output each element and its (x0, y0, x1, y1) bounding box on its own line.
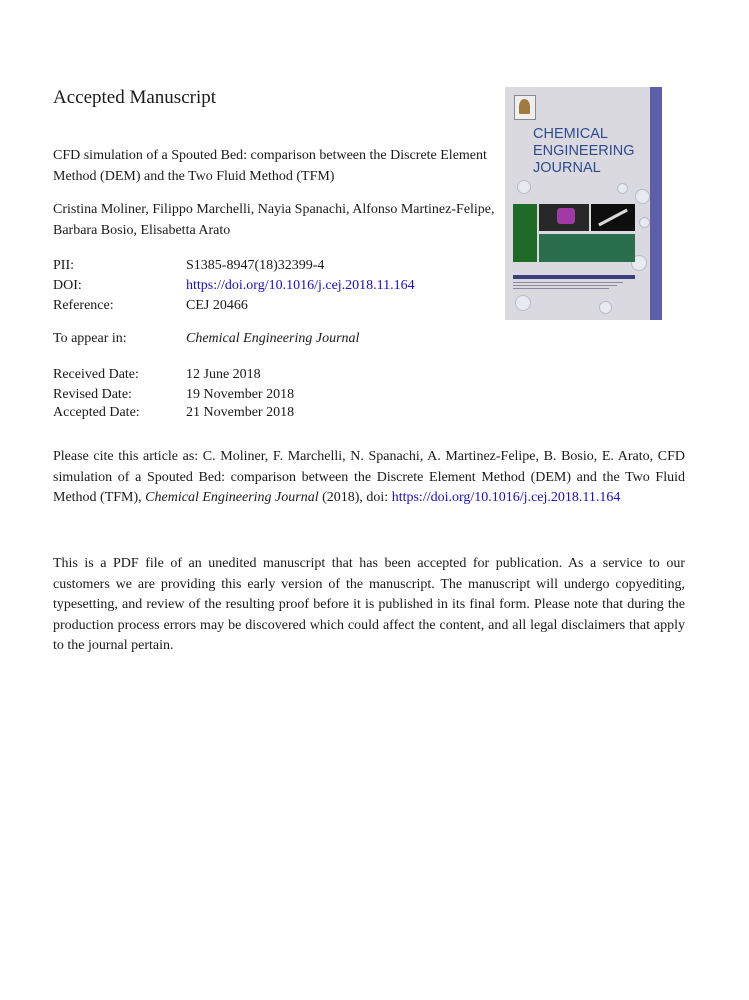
received-date: 12 June 2018 (186, 367, 261, 382)
citation-paragraph (53, 447, 685, 509)
cover-text-line (513, 285, 617, 286)
cover-text-line (513, 282, 623, 283)
accepted-label: Accepted Date: (53, 405, 140, 420)
citation-doi-link[interactable]: https://doi.org/10.1016/j.cej.2018.11.164 (391, 490, 621, 505)
pii-label: PII: (53, 258, 74, 273)
elsevier-logo-icon (514, 95, 536, 120)
reference-label: Reference: (53, 298, 114, 313)
cover-image-panel-purple (539, 204, 589, 231)
received-label: Received Date: (53, 367, 139, 382)
accepted-date: 21 November 2018 (186, 405, 295, 420)
revised-label: Revised Date: (53, 387, 132, 402)
pii-value: S1385-8947(18)32399-4 (186, 258, 325, 273)
cover-bubble (517, 180, 531, 194)
notice-paragraph: This is a PDF file of an unedited manuscript that has been accepted for publication. As a service to our customers we are providing this early version of the manuscript. The manuscript will undergo copyediting, typesetting, and review of the resulting proof before it is published in its final form. Please note that during the production process errors may be discovered which could affect the content, and all legal disclaimers that apply to the journal pertain. (53, 556, 685, 653)
page-heading: Accepted Manuscript (53, 87, 217, 108)
cover-bubble (639, 217, 650, 228)
appear-label: To appear in: (53, 331, 127, 346)
cover-info-band (513, 275, 635, 279)
cover-text-line (513, 288, 609, 289)
citation-year-doi: (2018), doi: (318, 490, 392, 505)
citation-intro: Please cite this article as: C. Moliner, F. Marchelli, N. Spanachi, A. Martinez-Felipe, B. Bosio, E. Arato, CFD simulation of a Spouted Bed: comparison between the Discrete Element Method (DEM) and the Two Fluid Method (TFM), (53, 449, 685, 505)
revised-date: 19 November 2018 (186, 387, 295, 402)
article-title: CFD simulation of a Spouted Bed: comparison between the Discrete Element Method (DEM) and the Two Fluid Method (TFM) (53, 148, 487, 184)
doi-link[interactable]: https://doi.org/10.1016/j.cej.2018.11.164 (186, 278, 415, 293)
cover-image-panel-fiber (591, 204, 635, 231)
doi-label: DOI: (53, 278, 82, 293)
cover-bubble (515, 295, 531, 311)
cover-bubble (617, 183, 628, 194)
cover-journal-title: CHEMICAL ENGINEERING JOURNAL (533, 126, 635, 176)
journal-name: Chemical Engineering Journal (186, 331, 360, 346)
cover-bubble (635, 189, 650, 204)
article-authors: Cristina Moliner, Filippo Marchelli, Nayia Spanachi, Alfonso Martinez-Felipe, Barbara Bosio, Elisabetta Arato (53, 202, 495, 238)
journal-cover-image (505, 87, 662, 320)
cover-bubble (599, 301, 612, 314)
cover-image-panel-green (513, 204, 537, 262)
cover-accent-strip (650, 87, 662, 320)
citation-journal: Chemical Engineering Journal (145, 490, 319, 505)
cover-image-panel-teal (539, 234, 635, 262)
reference-value: CEJ 20466 (186, 298, 248, 313)
